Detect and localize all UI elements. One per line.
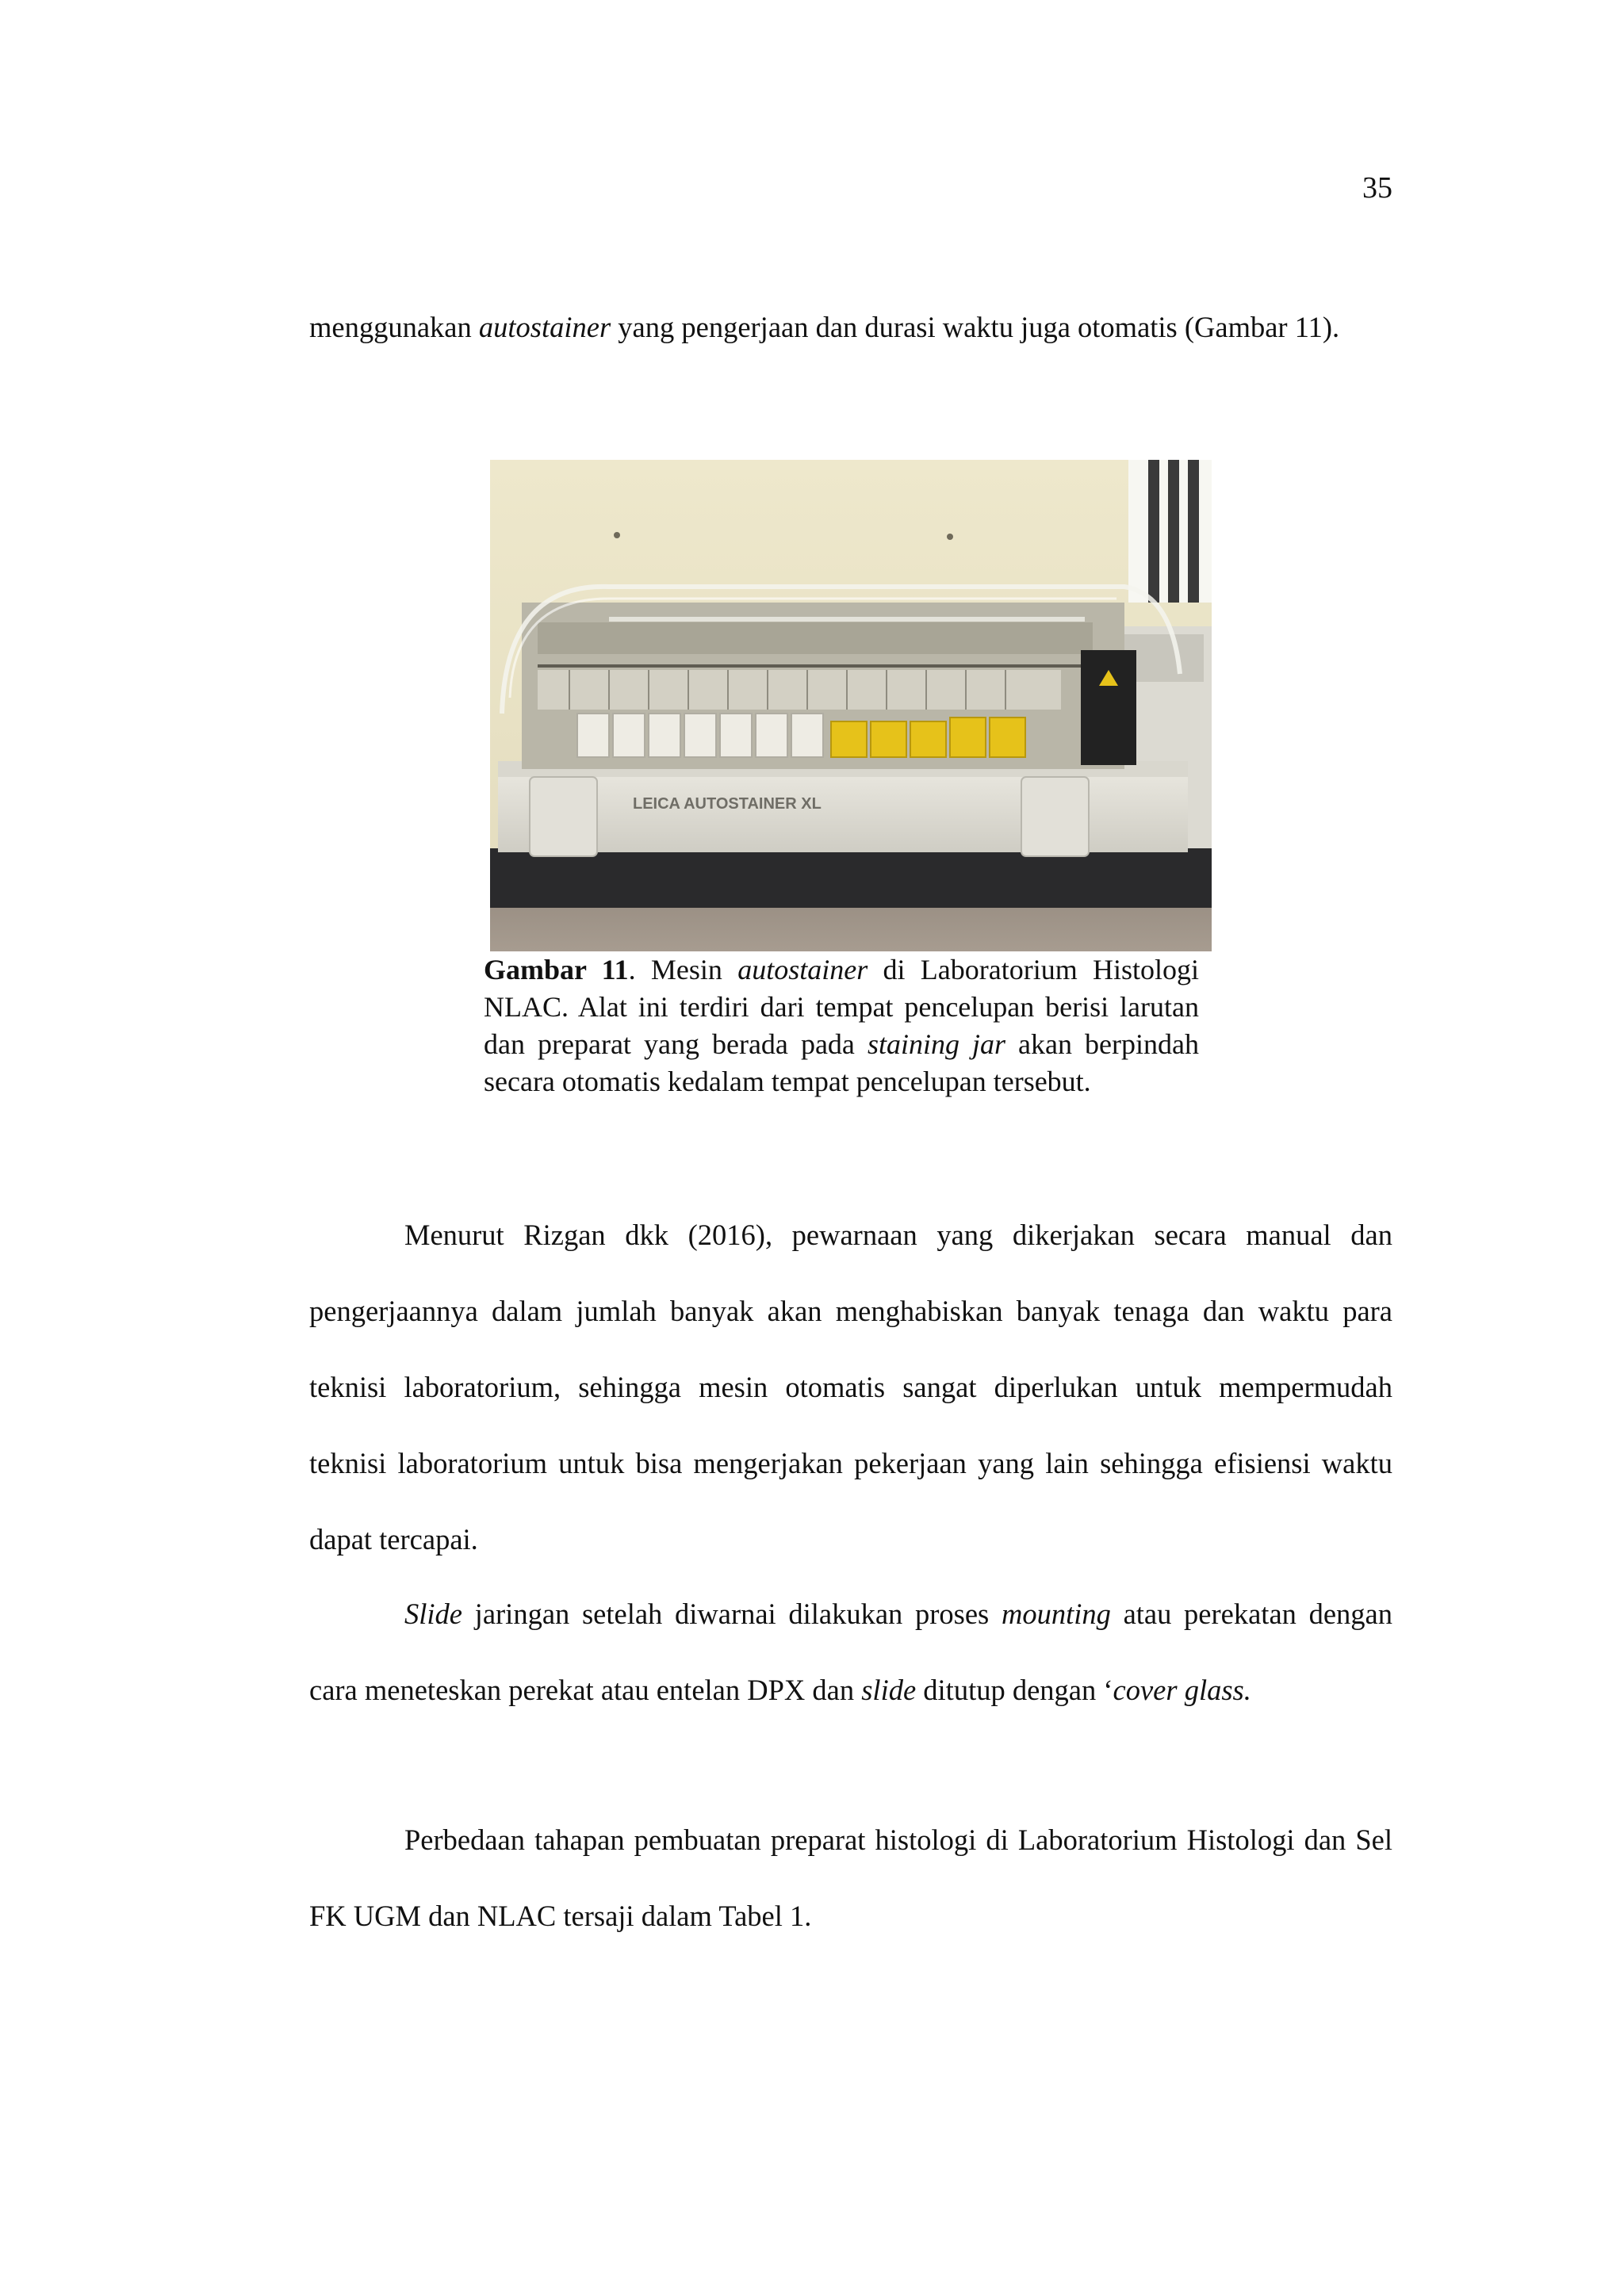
figure-caption — [484, 951, 1199, 1100]
autostainer-photo — [490, 460, 1212, 951]
slide-italic-2: slide — [861, 1674, 917, 1706]
slide-text-3: ditutup dengan ‘ — [916, 1674, 1113, 1706]
perbedaan-paragraph: Perbedaan tahapan pembuatan preparat histologi di Laboratorium Histologi dan Sel FK UGM dan NLAC tersaji dalam Tabel 1. — [309, 1823, 1392, 1932]
slide-italic-cover-glass: cover glass. — [1113, 1674, 1251, 1706]
caption-label: Gambar 11 — [484, 954, 629, 985]
caption-text-2: di Laboratorium Histologi NLAC. Alat ini terdiri dari tempat pencelupan berisi larutan dan preparat yang berada pada — [484, 954, 1200, 1060]
caption-text-3: akan berpindah secara otomatis kedalam tempat pencelupan tersebut. — [484, 1028, 1199, 1097]
device-brand-label: LEICA AUTOSTAINER XL — [633, 795, 822, 813]
slide-paragraph — [309, 1576, 1392, 1728]
slide-text-1: jaringan setelah diwarnai dilakukan proses — [462, 1598, 1002, 1630]
caption-italic-staining-jar: staining jar — [867, 1028, 1006, 1060]
caption-italic-autostainer: autostainer — [737, 954, 868, 985]
rizgan-paragraph: Menurut Rizgan dkk (2016), pewarnaan yang dikerjakan secara manual dan pengerjaannya dalam jumlah banyak akan menghabiskan banyak tenaga dan waktu para teknisi laboratorium, sehingga mesin otomatis sangat diperlukan untuk mempermudah teknisi laboratorium untuk bisa mengerjakan pekerjaan yang lain sehingga efisiensi waktu dapat tercapai. — [309, 1219, 1392, 1556]
intro-text-2: yang pengerjaan dan durasi waktu juga otomatis (Gambar 11). — [611, 311, 1340, 343]
slide-text-2: atau perekatan dengan cara meneteskan perekat atau entelan DPX dan — [309, 1598, 1392, 1706]
slide-italic-mounting: mounting — [1001, 1598, 1111, 1630]
intro-paragraph — [309, 289, 1392, 365]
caption-text-1: . Mesin — [628, 954, 738, 985]
intro-italic-autostainer: autostainer — [478, 311, 611, 343]
slide-italic-1: Slide — [404, 1598, 462, 1630]
page-number: 35 — [1362, 171, 1392, 205]
intro-text-1: menggunakan — [309, 311, 479, 343]
